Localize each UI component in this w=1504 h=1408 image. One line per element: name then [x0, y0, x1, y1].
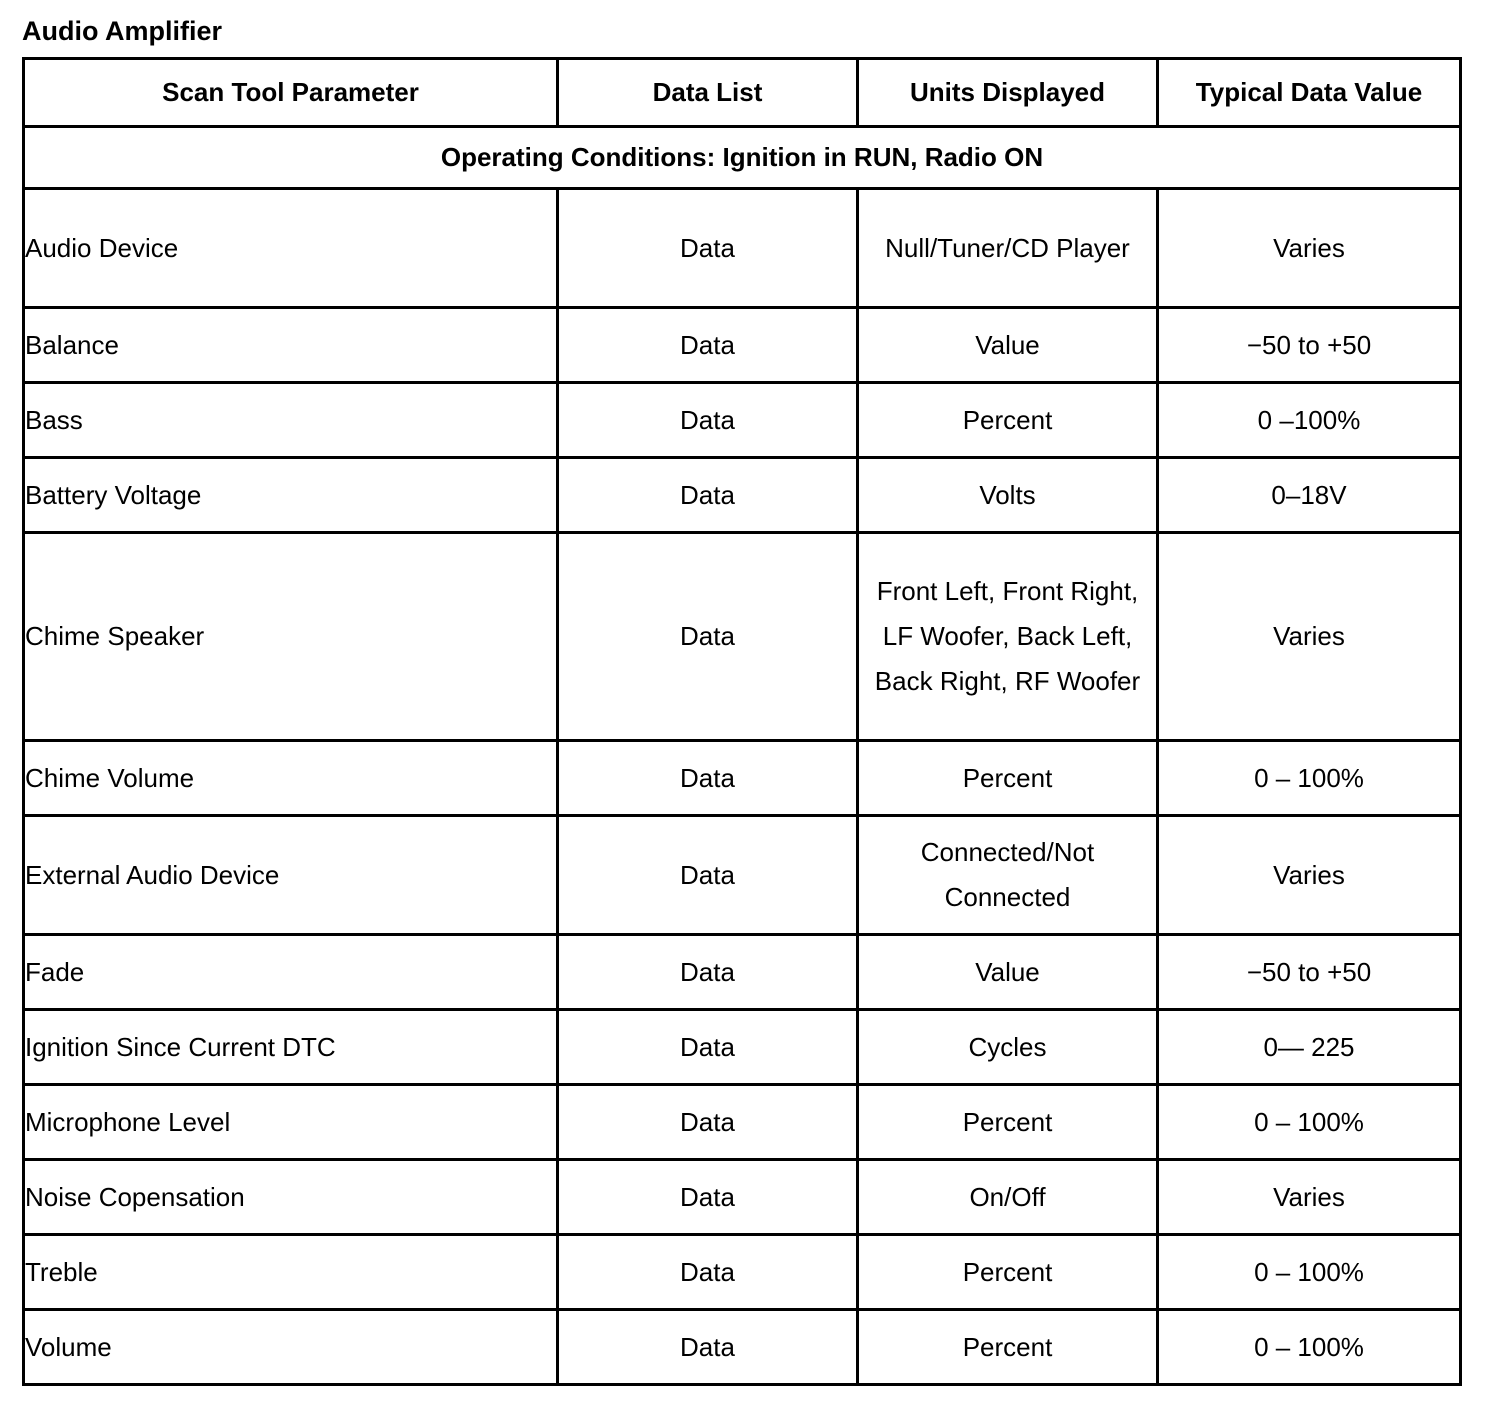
operating-conditions: Operating Conditions: Ignition in RUN, Radio ON: [24, 127, 1461, 189]
units-cell: Connected/Not Connected: [858, 816, 1158, 935]
units-cell: On/Off: [858, 1160, 1158, 1235]
units-cell: Percent: [858, 1235, 1158, 1310]
units-cell: Percent: [858, 383, 1158, 458]
table-row: [24, 458, 1461, 533]
table-row: [24, 741, 1461, 816]
data-list-cell: Data: [558, 1010, 858, 1085]
document-title: Audio Amplifier: [22, 16, 222, 46]
typical-value-cell: 0 – 100%: [1158, 1235, 1461, 1310]
units-cell: Front Left, Front Right, LF Woofer, Back Left, Back Right, RF Woofer: [858, 533, 1158, 741]
parameter-cell: Chime Volume: [24, 741, 558, 816]
header-units-displayed: Units Displayed: [858, 59, 1158, 127]
units-cell: Percent: [858, 741, 1158, 816]
parameter-cell: Ignition Since Current DTC: [24, 1010, 558, 1085]
parameter-cell: Balance: [24, 308, 558, 383]
table-row: [24, 816, 1461, 935]
data-list-cell: Data: [558, 533, 858, 741]
typical-value-cell: −50 to +50: [1158, 935, 1461, 1010]
parameter-cell: Bass: [24, 383, 558, 458]
units-cell: Percent: [858, 1310, 1158, 1385]
parameter-cell: Audio Device: [24, 189, 558, 308]
typical-value-cell: 0— 225: [1158, 1010, 1461, 1085]
table-row: [24, 308, 1461, 383]
typical-value-cell: 0 – 100%: [1158, 1085, 1461, 1160]
typical-value-cell: Varies: [1158, 189, 1461, 308]
data-list-cell: Data: [558, 1085, 858, 1160]
parameter-cell: Battery Voltage: [24, 458, 558, 533]
operating-conditions-row: [24, 127, 1461, 189]
table-row: [24, 189, 1461, 308]
typical-value-cell: Varies: [1158, 816, 1461, 935]
parameter-cell: External Audio Device: [24, 816, 558, 935]
header-data-list: Data List: [558, 59, 858, 127]
table-row: [24, 1310, 1461, 1385]
data-list-cell: Data: [558, 1235, 858, 1310]
data-list-cell: Data: [558, 308, 858, 383]
table-row: [24, 383, 1461, 458]
typical-value-cell: Varies: [1158, 533, 1461, 741]
data-list-cell: Data: [558, 1310, 858, 1385]
parameter-cell: Noise Copensation: [24, 1160, 558, 1235]
parameter-cell: Microphone Level: [24, 1085, 558, 1160]
parameter-cell: Treble: [24, 1235, 558, 1310]
scan-tool-parameter-table: [22, 57, 1462, 1386]
table-row: [24, 1085, 1461, 1160]
typical-value-cell: 0 –100%: [1158, 383, 1461, 458]
typical-value-cell: Varies: [1158, 1160, 1461, 1235]
table-row: [24, 1235, 1461, 1310]
typical-value-cell: 0 – 100%: [1158, 1310, 1461, 1385]
table-row: [24, 533, 1461, 741]
data-list-cell: Data: [558, 458, 858, 533]
typical-value-cell: −50 to +50: [1158, 308, 1461, 383]
table-header-row: [24, 59, 1461, 127]
table-row: [24, 1160, 1461, 1235]
units-cell: Value: [858, 935, 1158, 1010]
parameter-cell: Chime Speaker: [24, 533, 558, 741]
data-list-cell: Data: [558, 816, 858, 935]
parameter-cell: Volume: [24, 1310, 558, 1385]
units-cell: Cycles: [858, 1010, 1158, 1085]
units-cell: Percent: [858, 1085, 1158, 1160]
data-list-cell: Data: [558, 935, 858, 1010]
table-row: [24, 1010, 1461, 1085]
typical-value-cell: 0 – 100%: [1158, 741, 1461, 816]
parameter-cell: Fade: [24, 935, 558, 1010]
header-scan-tool-parameter: Scan Tool Parameter: [24, 59, 558, 127]
data-list-cell: Data: [558, 741, 858, 816]
data-list-cell: Data: [558, 189, 858, 308]
typical-value-cell: 0–18V: [1158, 458, 1461, 533]
table-row: [24, 935, 1461, 1010]
units-cell: Volts: [858, 458, 1158, 533]
header-typical-data-value: Typical Data Value: [1158, 59, 1461, 127]
units-cell: Null/Tuner/CD Player: [858, 189, 1158, 308]
data-list-cell: Data: [558, 383, 858, 458]
data-list-cell: Data: [558, 1160, 858, 1235]
units-cell: Value: [858, 308, 1158, 383]
